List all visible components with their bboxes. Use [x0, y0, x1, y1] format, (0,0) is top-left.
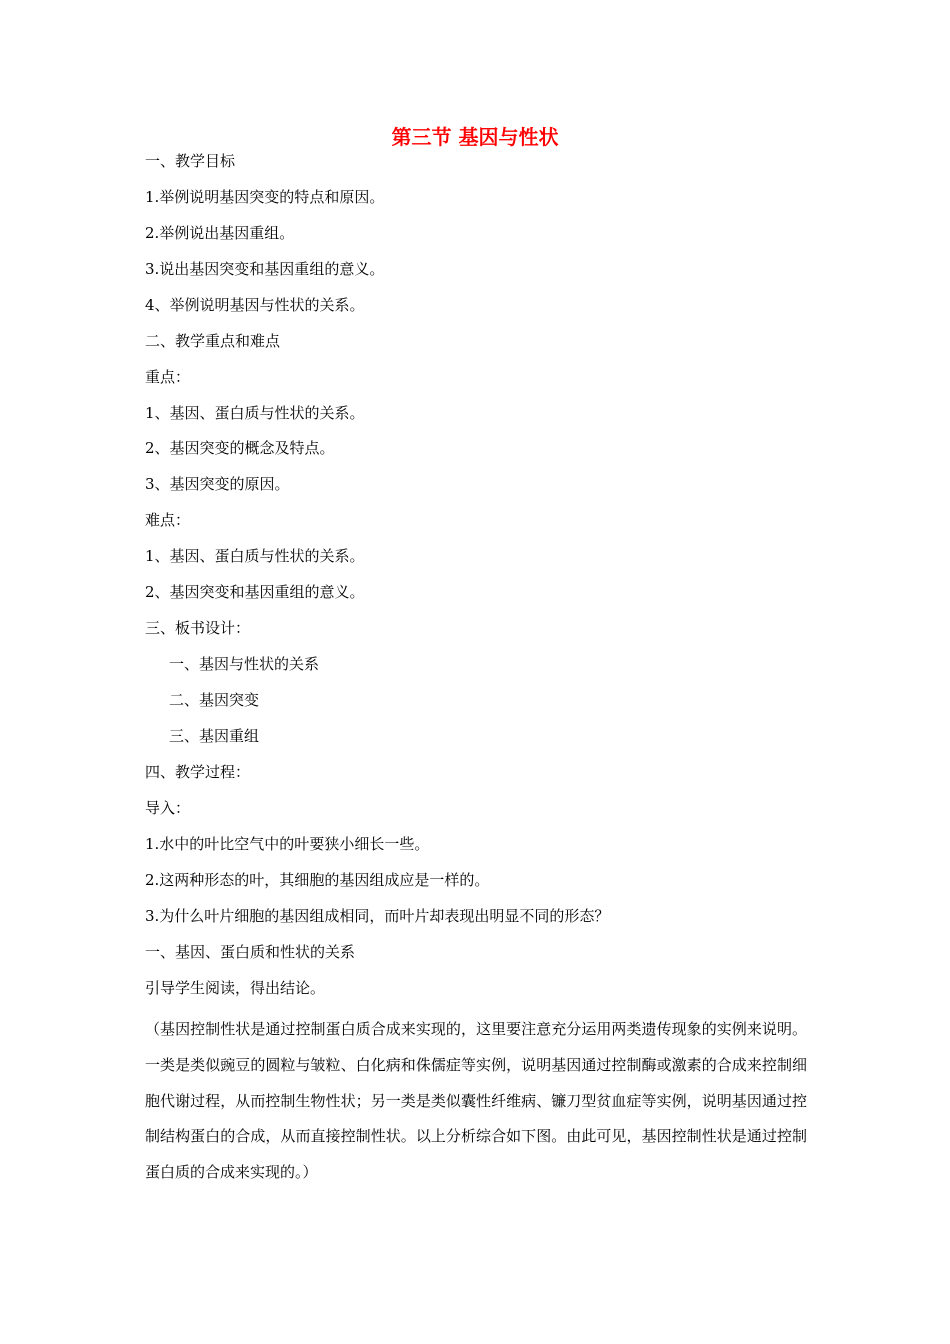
- difficult-item: 2、基因突变和基因重组的意义。: [145, 583, 365, 601]
- objective-item: 3.说出基因突变和基因重组的意义。: [145, 260, 385, 278]
- part1-heading: 一、基因、蛋白质和性状的关系: [145, 943, 356, 961]
- objective-item: 2.举例说出基因重组。: [145, 224, 295, 242]
- key-points-heading: 二、教学重点和难点: [145, 332, 281, 350]
- document-title: 第三节 基因与性状: [391, 125, 559, 149]
- key-item: 3、基因突变的原因。: [145, 475, 290, 493]
- key-item: 2、基因突变的概念及特点。: [145, 439, 335, 457]
- objective-item: 4、举例说明基因与性状的关系。: [145, 296, 365, 314]
- objective-item: 1.举例说明基因突变的特点和原因。: [145, 188, 385, 206]
- key-label: 重点：: [145, 368, 191, 386]
- board-item: 三、基因重组: [169, 727, 260, 745]
- key-item: 1、基因、蛋白质与性状的关系。: [145, 404, 365, 422]
- intro-item: 3.为什么叶片细胞的基因组成相同，而叶片却表现出明显不同的形态？: [145, 907, 610, 925]
- board-heading: 三、板书设计：: [145, 619, 251, 637]
- part1-paragraph: （基因控制性状是通过控制蛋白质合成来实现的，这里要注意充分运用两类遗传现象的实例来说明。一类是类似豌豆的圆粒与皱粒、白化病和侏儒症等实例，说明基因通过控制酶或激素的合成来控制细胞代谢过程，从而控制生物性状；另一类是类似囊性纤维病、镰刀型贫血症等实例，说明基因通过控制结构蛋白的合成，从而直接控制性状。以上分析综合如下图。由此可见，基因控制性状是通过控制蛋白质的合成来实现的。）: [145, 1020, 807, 1182]
- difficult-item: 1、基因、蛋白质与性状的关系。: [145, 547, 365, 565]
- part1-guide: 引导学生阅读，得出结论。: [145, 979, 326, 997]
- board-item: 一、基因与性状的关系: [169, 655, 320, 673]
- board-item: 二、基因突变: [169, 691, 260, 709]
- intro-item: 2.这两种形态的叶，其细胞的基因组成应是一样的。: [145, 871, 490, 889]
- process-heading: 四、教学过程：: [145, 763, 251, 781]
- objectives-heading: 一、教学目标: [145, 152, 236, 170]
- intro-item: 1.水中的叶比空气中的叶要狭小细长一些。: [145, 835, 430, 853]
- intro-label: 导入：: [145, 799, 191, 817]
- difficult-label: 难点：: [145, 511, 191, 529]
